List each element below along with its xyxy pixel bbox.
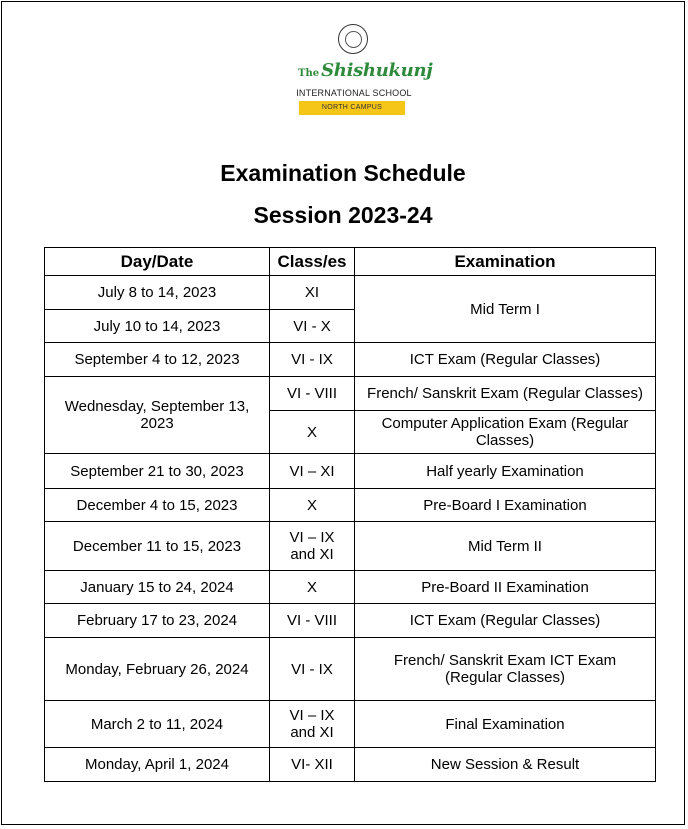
cell-exam: Pre-Board I Examination: [355, 489, 656, 522]
cell-class: VI- XII: [270, 748, 355, 782]
table-row: [45, 343, 656, 377]
cell-exam: ICT Exam (Regular Classes): [355, 343, 656, 377]
cell-date: July 8 to 14, 2023: [45, 276, 270, 310]
table-row: [45, 748, 656, 782]
table-row: [45, 604, 656, 638]
logo-brand-the: The: [298, 68, 320, 79]
cell-date: Wednesday, September 13, 2023: [45, 377, 270, 454]
cell-class: VI - VIII: [270, 604, 355, 638]
table-row: [45, 276, 656, 310]
table-row: [45, 571, 656, 604]
cell-exam: Mid Term II: [355, 522, 656, 571]
logo-campus-badge: NORTH CAMPUS: [299, 101, 405, 115]
header-day-date: Day/Date: [45, 248, 270, 276]
cell-date: July 10 to 14, 2023: [45, 310, 270, 343]
document-page: [1, 1, 685, 825]
cell-class: VI - IX: [270, 638, 355, 701]
cell-exam: ICT Exam (Regular Classes): [355, 604, 656, 638]
table-row: [45, 454, 656, 489]
table-row: [45, 377, 656, 411]
cell-class: VI - IX: [270, 343, 355, 377]
cell-exam: Half yearly Examination: [355, 454, 656, 489]
table-row: [45, 701, 656, 748]
table-row: [45, 522, 656, 571]
cell-class: VI – XI: [270, 454, 355, 489]
logo-brand: [298, 60, 433, 81]
cell-class: VI - VIII: [270, 377, 355, 411]
cell-exam: French/ Sanskrit Exam ICT Exam (Regular Classes): [355, 638, 656, 701]
cell-date: March 2 to 11, 2024: [45, 701, 270, 748]
cell-exam: Final Examination: [355, 701, 656, 748]
header-classes: Class/es: [270, 248, 355, 276]
logo-brand-name: Shishukunj: [321, 60, 433, 81]
cell-date: Monday, February 26, 2024: [45, 638, 270, 701]
cell-class: VI – IX and XI: [270, 522, 355, 571]
cell-date: September 21 to 30, 2023: [45, 454, 270, 489]
cell-date: December 11 to 15, 2023: [45, 522, 270, 571]
cell-exam: French/ Sanskrit Exam (Regular Classes): [355, 377, 656, 411]
cell-date: Monday, April 1, 2024: [45, 748, 270, 782]
cell-class: VI - X: [270, 310, 355, 343]
table-row: [45, 489, 656, 522]
cell-date: January 15 to 24, 2024: [45, 571, 270, 604]
header-examination: Examination: [355, 248, 656, 276]
cell-class: X: [270, 489, 355, 522]
table-header-row: [45, 248, 656, 276]
cell-exam: Mid Term I: [355, 276, 656, 343]
cell-exam: Pre-Board II Examination: [355, 571, 656, 604]
cell-date: February 17 to 23, 2024: [45, 604, 270, 638]
page-subtitle: Session 2023-24: [253, 202, 433, 228]
school-emblem-icon: [338, 24, 368, 54]
logo-school-name: INTERNATIONAL SCHOOL: [296, 88, 412, 98]
cell-class: X: [270, 411, 355, 454]
table-row: [45, 638, 656, 701]
cell-date: December 4 to 15, 2023: [45, 489, 270, 522]
page-title: Examination Schedule: [220, 160, 466, 186]
schedule-table: [44, 247, 656, 782]
cell-exam: New Session & Result: [355, 748, 656, 782]
cell-date: September 4 to 12, 2023: [45, 343, 270, 377]
cell-exam: Computer Application Exam (Regular Classes): [355, 411, 656, 454]
cell-class: VI – IX and XI: [270, 701, 355, 748]
cell-class: X: [270, 571, 355, 604]
cell-class: XI: [270, 276, 355, 310]
